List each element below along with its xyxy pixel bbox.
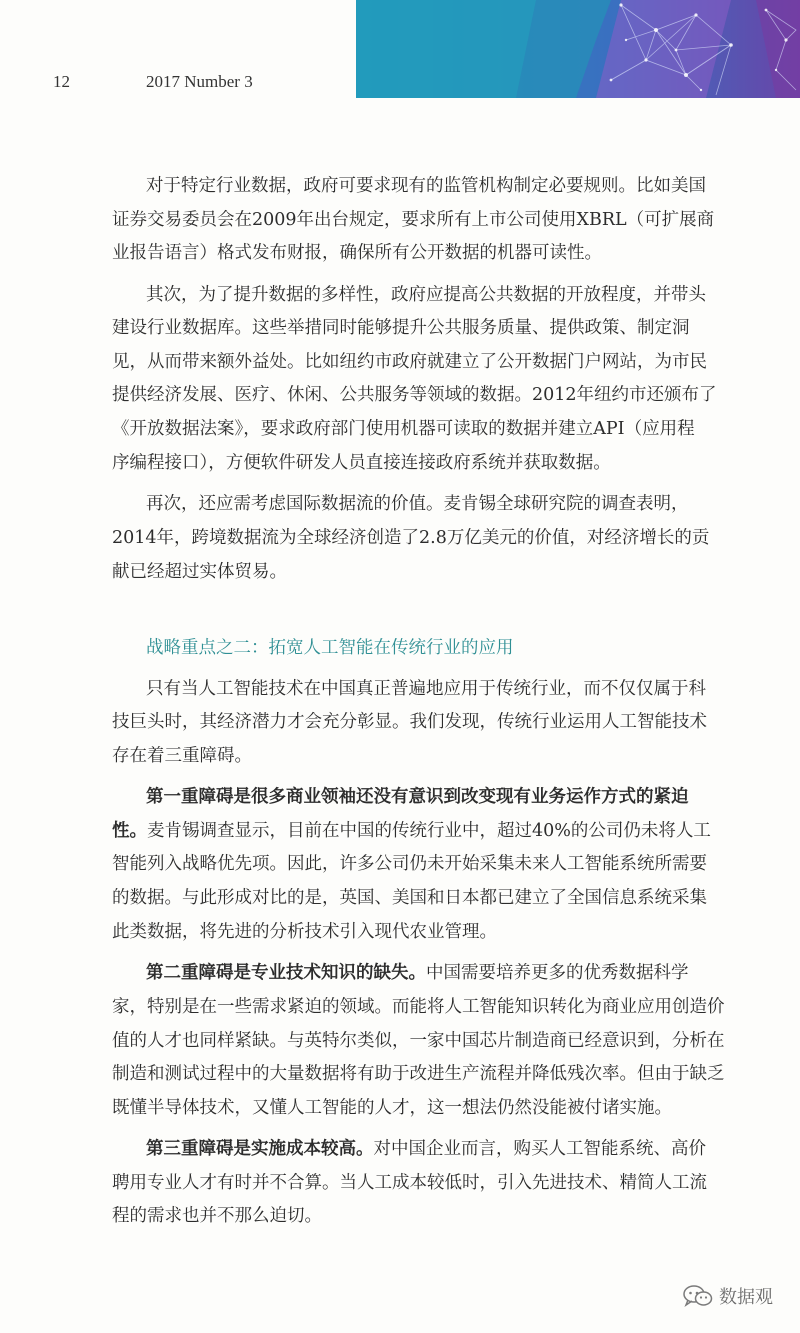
paragraph-line: 提供经济发展、医疗、休闲、公共服务等领域的数据。2012年纽约市还颁布了 — [112, 385, 717, 405]
paragraph-line: 建设行业数据库。这些举措同时能够提升公共服务质量、提供政策、制定洞 — [112, 318, 690, 338]
paragraph-line: 证券交易委员会在2009年出台规定，要求所有上市公司使用XBRL（可扩展商 — [112, 210, 715, 230]
paragraph-line: 见，从而带来额外益处。比如纽约市政府就建立了公开数据门户网站，为市民 — [112, 352, 707, 372]
paragraph-line: 对于特定行业数据，政府可要求现有的监管机构制定必要规则。比如美国 — [146, 176, 706, 196]
paragraph-line: 存在着三重障碍。 — [112, 746, 252, 766]
paragraph-line: 业报告语言）格式发布财报，确保所有公开数据的机器可读性。 — [112, 243, 602, 263]
paragraph-line: 献已经超过实体贸易。 — [112, 562, 287, 582]
paragraph-line — [146, 961, 736, 985]
paragraph-lead-bold: 性。 — [112, 821, 147, 841]
paragraph-line: 智能列入战略优先项。因此，许多公司仍未开始采集未来人工智能系统所需要 — [112, 854, 707, 874]
paragraph-line: 技巨头时，其经济潜力才会充分彰显。我们发现，传统行业运用人工智能技术 — [112, 712, 707, 732]
paragraph-line: 家，特别是在一些需求紧迫的领域。而能将人工智能知识转化为商业应用创造价 — [112, 997, 725, 1017]
page-number: 12 — [53, 72, 70, 91]
paragraph-line: 《开放数据法案》，要求政府部门使用机器可读取的数据并建立API（应用程 — [112, 419, 695, 439]
paragraph-line: 制造和测试过程中的大量数据将有助于改进生产流程并降低残次率。但由于缺乏 — [112, 1064, 725, 1084]
paragraph-lead-bold: 第一重障碍是很多商业领袖还没有意识到改变现有业务运作方式的紧迫 — [146, 787, 689, 807]
paragraph-line: 聘用专业人才有时并不合算。当人工成本较低时，引入先进技术、精简人工流 — [112, 1173, 707, 1193]
paragraph-line: 程的需求也并不那么迫切。 — [112, 1206, 322, 1226]
paragraph-line: 值的人才也同样紧缺。与英特尔类似，一家中国芯片制造商已经意识到，分析在 — [112, 1031, 725, 1051]
paragraph-text: 中国需要培养更多的优秀数据科学 — [426, 963, 689, 983]
paragraph-line — [146, 1137, 736, 1161]
paragraph-line: 序编程接口），方便软件研发人员直接连接政府系统并获取数据。 — [112, 453, 611, 473]
paragraph-text: 麦肯锡调查显示，目前在中国的传统行业中，超过40%的公司仍未将人工 — [147, 821, 711, 841]
watermark — [683, 1283, 773, 1309]
section-heading: 战略重点之二：拓宽人工智能在传统行业的应用 — [146, 638, 514, 658]
paragraph-line: 再次，还应需考虑国际数据流的价值。麦肯锡全球研究院的调查表明， — [146, 494, 689, 514]
paragraph-line: 只有当人工智能技术在中国真正普遍地应用于传统行业，而不仅仅属于科 — [146, 679, 706, 699]
paragraph-line: 的数据。与此形成对比的是，英国、美国和日本都已建立了全国信息系统采集 — [112, 888, 707, 908]
issue-label: 2017 Number 3 — [146, 72, 253, 91]
paragraph-line: 其次，为了提升数据的多样性，政府应提高公共数据的开放程度，并带头 — [146, 285, 706, 305]
paragraph-lead-bold: 第三重障碍是实施成本较高。 — [146, 1139, 374, 1159]
paragraph-line: 2014年，跨境数据流为全球经济创造了2.8万亿美元的价值，对经济增长的贡 — [112, 528, 710, 548]
wechat-icon — [683, 1284, 713, 1308]
paragraph-line: 此类数据，将先进的分析技术引入现代农业管理。 — [112, 922, 497, 942]
paragraph-text: 对中国企业而言，购买人工智能系统、高价 — [373, 1139, 706, 1159]
paragraph-line: 既懂半导体技术，又懂人工智能的人才，这一想法仍然没能被付诸实施。 — [112, 1098, 672, 1118]
paragraph-line — [112, 819, 711, 843]
paragraph-lead-bold: 第二重障碍是专业技术知识的缺失。 — [146, 963, 426, 983]
watermark-text: 数据观 — [719, 1287, 773, 1308]
